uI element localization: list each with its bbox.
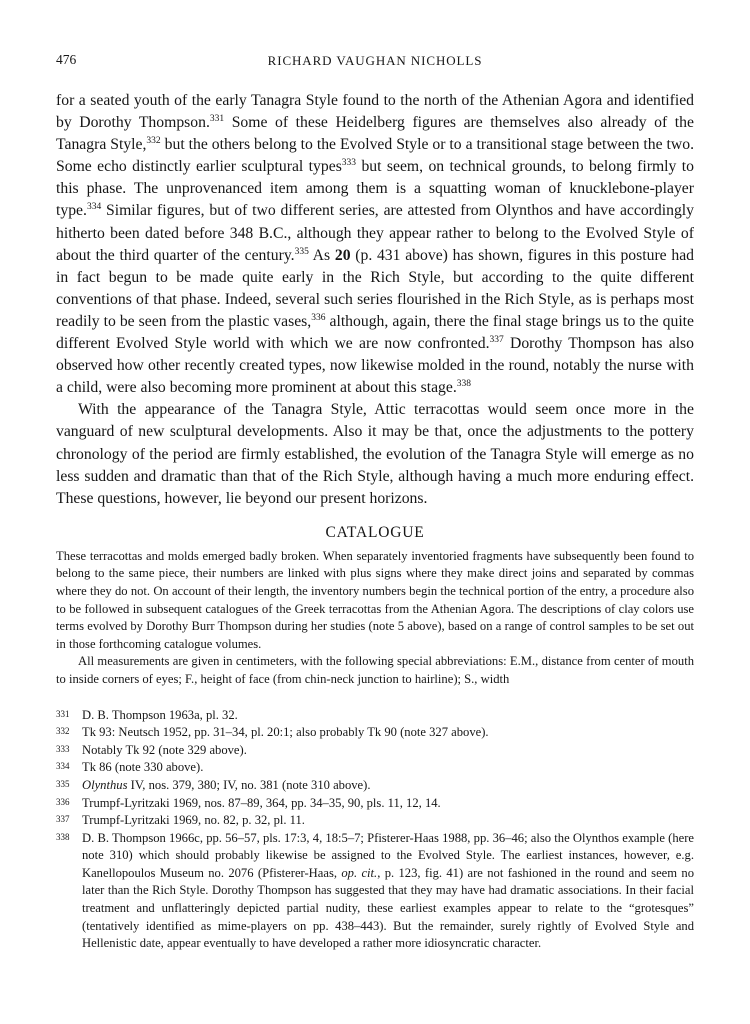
footnote-ref[interactable]: 336 — [311, 312, 326, 323]
footnote-text: IV, nos. 379, 380; IV, no. 381 (note 310 above). — [127, 777, 371, 792]
page-header — [56, 52, 694, 74]
footnote-ref[interactable]: 334 — [86, 202, 102, 213]
body-text — [56, 90, 694, 510]
footnote-number: 337 — [56, 814, 70, 825]
footnote-ref[interactable]: 335 — [294, 246, 309, 257]
footnote-text: Trumpf-Lyritzaki 1969, nos. 87–89, 364, pp. 34–35, 90, pls. 11, 12, 14. — [82, 795, 441, 810]
page — [56, 52, 694, 953]
footnote — [56, 830, 694, 953]
text-run: Similar figures, but of two different series, are attested from Olynthos and have accordingly hitherto been dated before 348 B.C., although they appear rather to belong to the Evolved Style of about the third quarter of the century. — [56, 202, 694, 264]
footnote-text: Notably Tk 92 (note 329 above). — [82, 742, 247, 757]
text-run: (p. 431 above) has shown, figures in this posture had in fact begun to be made quite early in the Rich Style, but according to the quite different conventions of that phase. Indeed, several such series flourished in the Rich Style, as is perhaps most readily to be seen from the plastic vases, — [56, 246, 694, 330]
footnote-text: D. B. Thompson 1963a, pl. 32. — [82, 707, 238, 722]
footnote-number: 336 — [56, 796, 70, 807]
footnote-ref[interactable]: 333 — [341, 158, 357, 169]
catalogue-number-ref: 20 — [334, 246, 351, 264]
footnote-text: Tk 86 (note 330 above). — [82, 760, 204, 775]
text-run: Some of these Heidelberg figures are themselves also already of the Tanagra Style, — [56, 114, 694, 154]
footnote-italic: Olynthus — [82, 777, 128, 792]
footnote-number: 333 — [56, 743, 70, 754]
footnote — [56, 795, 694, 813]
footnote — [56, 777, 694, 795]
footnote-ref[interactable]: 331 — [209, 114, 225, 125]
footnote-number: 334 — [56, 761, 70, 772]
footnote — [56, 707, 694, 725]
text-run: for a seated youth of the early Tanagra Style found to the north of the Athenian Agora and identified by Dorothy Thompson. — [56, 92, 694, 132]
footnote — [56, 812, 694, 830]
body-paragraph-1 — [56, 90, 694, 399]
footnote-number: 335 — [56, 778, 70, 789]
text-run: but the others belong to the Evolved Style or to a transitional stage between the two. Some echo distinctly earlier sculptural types — [56, 136, 694, 176]
catalogue-paragraph-2: All measurements are given in centimeters, with the following special abbreviations: E.M., distance from center of mouth to inside corners of eyes; F., height of face (from chin-neck junction to hairline); S., width — [56, 654, 694, 686]
text-run: but seem, on technical grounds, to belong firmly to this phase. The unprovenanced item among them is a squatting woman of knucklebone-player type. — [56, 158, 694, 220]
footnote-number: 331 — [56, 708, 70, 719]
footnote-ref[interactable]: 338 — [456, 379, 472, 390]
footnote-number: 332 — [56, 726, 70, 737]
text-run: although, again, there the final stage brings us to the quite different Evolved Style world with which we are now confronted. — [56, 312, 694, 353]
footnote — [56, 759, 694, 777]
body-paragraph-2: With the appearance of the Tanagra Style, Attic terracottas would seem once more in the vanguard of new sculptural developments. Also it may be that, once the adjustments to the pottery chronology of the period are firmly established, the evolution of the Tanagra Style will emerge as no less sudden and dramatic than that of the Rich Style, although having a much more enduring effect. These questions, however, lie beyond our present horizons. — [56, 401, 694, 507]
footnote-ref[interactable]: 332 — [146, 136, 161, 147]
footnote-text: D. B. Thompson 1966c, pp. 56–57, pls. 17:3, 4, 18:5–7; Pfisterer-Haas 1988, pp. 36–46; also the Olynthos example (here note 310) which should probably likewise be assigned to the Evolved Style. The earliest instances, however, e.g. Kanellopoulos Museum no. 2076 (Pfisterer-Haas, — [82, 830, 694, 880]
catalogue-intro — [56, 548, 694, 689]
footnote-text: Tk 93: Neutsch 1952, pp. 31–34, pl. 20:1; also probably Tk 90 (note 327 above). — [82, 725, 489, 740]
running-head: RICHARD VAUGHAN NICHOLLS — [267, 53, 483, 68]
footnote-text: Trumpf-Lyritzaki 1969, no. 82, p. 32, pl. 11. — [82, 813, 305, 828]
footnotes — [56, 707, 694, 953]
catalogue-paragraph-1: These terracottas and molds emerged badly broken. When separately inventoried fragments have subsequently been found to belong to the same piece, their numbers are linked with plus signs where they make direct joins and separated by commas where they do not. On account of their length, the inventory numbers begin the technical portion of the entry, a procedure also to be followed in subsequent catalogues of the Greek terracottas from the Athenian Agora. The descriptions of clay colors use terms evolved by Dorothy Burr Thompson during her studies (note 5 above), based on a range of control samples to be set out in those forthcoming catalogue volumes. — [56, 548, 694, 651]
footnote-text: , p. 123, fig. 41) are not fashioned in the round and seem no later than the Rich Style. Dorothy Thompson has suggested that they may have had dramatic associations. In their facial treatment and unflatteringly depicted partial nudity, these earliest examples appear to relate to the “grotesques” (tentatively identified as mime-players on pp. 438–443). But the remainder, surely rightly of Evolved Style and Hellenistic date, appear eventually to have developed a rather more idiosyncratic character. — [82, 865, 694, 951]
text-run: Dorothy Thompson has also observed how other recently created types, now likewise molded in the round, notably the nurse with a child, were also becoming more prominent at about this stage. — [56, 335, 694, 397]
footnote-number: 338 — [56, 831, 70, 842]
page-number: 476 — [56, 52, 77, 67]
section-heading: CATALOGUE — [325, 523, 425, 541]
footnote-italic: op. cit. — [341, 865, 378, 880]
footnote-ref[interactable]: 337 — [489, 335, 504, 346]
footnote — [56, 724, 694, 742]
footnote — [56, 742, 694, 760]
text-run: As — [308, 246, 335, 264]
